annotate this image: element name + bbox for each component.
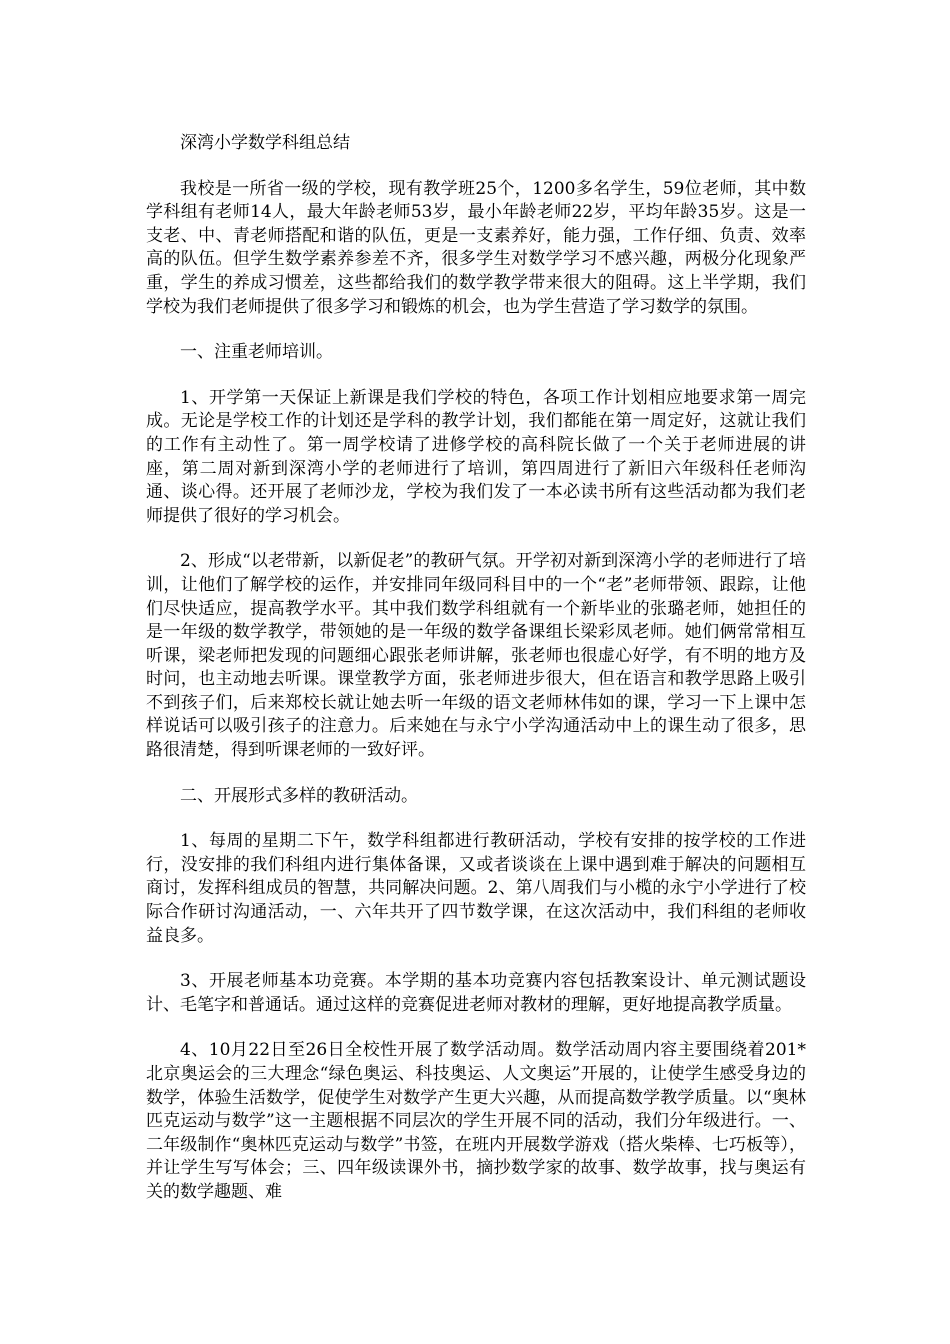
section-heading-teacher-training: 一、注重老师培训。: [180, 342, 333, 363]
body-paragraph: 1、每周的星期二下午，数学科组都进行教研活动，学校有安排的按学校的工作进行，没安排的我们科组内进行集体备课，又或者谈谈在上课中遇到难于解决的问题相互商讨，发挥科组成员的智慧，共同解决问题。2、第八周我们与小榄的永宁小学进行了校际合作研讨沟通活动，一、六年共开了四节数学课，在这次活动中，我们科组的老师收益良多。: [146, 831, 806, 946]
body-paragraph: 2、形成“以老带新，以新促老”的教研气氛。开学初对新到深湾小学的老师进行了培训，让他们了解学校的运作，并安排同年级同科目中的一个“老”老师带领、跟踪，让他们尽快适应，提高教学水平。其中我们数学科组就有一个新毕业的张璐老师，她担任的是一年级的数学教学，带领她的是一年级的数学备课组长梁彩凤老师。她们俩常常相互听课，梁老师把发现的问题细心跟张老师讲解，张老师也很虚心好学，有不明的地方及时问，也主动地去听课。课堂教学方面，张老师进步很大，但在语言和教学思路上吸引不到孩子们，后来郑校长就让她去听一年级的语文老师林伟如的课，学习一下上课中怎样说话可以吸引孩子的注意力。后来她在与永宁小学沟通活动中上的课生动了很多，思路很清楚，得到听课老师的一致好评。: [146, 551, 806, 761]
document-title: 深湾小学数学科组总结: [180, 133, 350, 153]
intro-paragraph: 我校是一所省一级的学校，现有教学班25个，1200多名学生，59位老师，其中数学科组有老师14人，最大年龄老师53岁，最小年龄老师22岁，平均年龄35岁。这是一支老、中、青老师搭配和谐的队伍，更是一支素养好，能力强，工作仔细、负责、效率高的队伍。但学生数学素养参差不齐，很多学生对数学学习不感兴趣，两极分化现象严重，学生的养成习惯差，这些都给我们的数学教学带来很大的阻碍。这上半学期，我们学校为我们老师提供了很多学习和锻炼的机会，也为学生营造了学习数学的氛围。: [146, 178, 806, 317]
body-paragraph: 4、10月22日至26日全校性开展了数学活动周。数学活动周内容主要围绕着201*北京奥运会的三大理念“绿色奥运、科技奥运、人文奥运”开展的，让使学生感受身边的数学，体验生活数学，促使学生对数学产生更大兴趣，从而提高数学教学质量。以“奥林匹克运动与数学”这一主题根据不同层次的学生开展不同的活动，我们分年级进行。一、二年级制作“奥林匹克运动与数学”书签，在班内开展数学游戏（搭火柴棒、七巧板等），并让学生写写体会；三、四年级读课外书，摘抄数学家的故事、数学故事，找与奥运有关的数学趣题、难: [146, 1040, 806, 1202]
body-paragraph: 3、开展老师基本功竞赛。本学期的基本功竞赛内容包括教案设计、单元测试题设计、毛笔字和普通话。通过这样的竞赛促进老师对教材的理解，更好地提高教学质量。: [146, 971, 806, 1015]
section-heading-teaching-research: 二、开展形式多样的教研活动。: [180, 785, 418, 806]
document-body: [146, 132, 806, 1227]
body-paragraph: 1、开学第一天保证上新课是我们学校的特色，各项工作计划相应地要求第一周完成。无论是学校工作的计划还是学科的教学计划，我们都能在第一周定好，这就让我们的工作有主动性了。第一周学校请了进修学校的高科院长做了一个关于老师进展的讲座，第二周对新到深湾小学的老师进行了培训，第四周进行了新旧六年级科任老师沟通、谈心得。还开展了老师沙龙，学校为我们发了一本必读书所有这些活动都为我们老师提供了很好的学习机会。: [146, 387, 806, 526]
